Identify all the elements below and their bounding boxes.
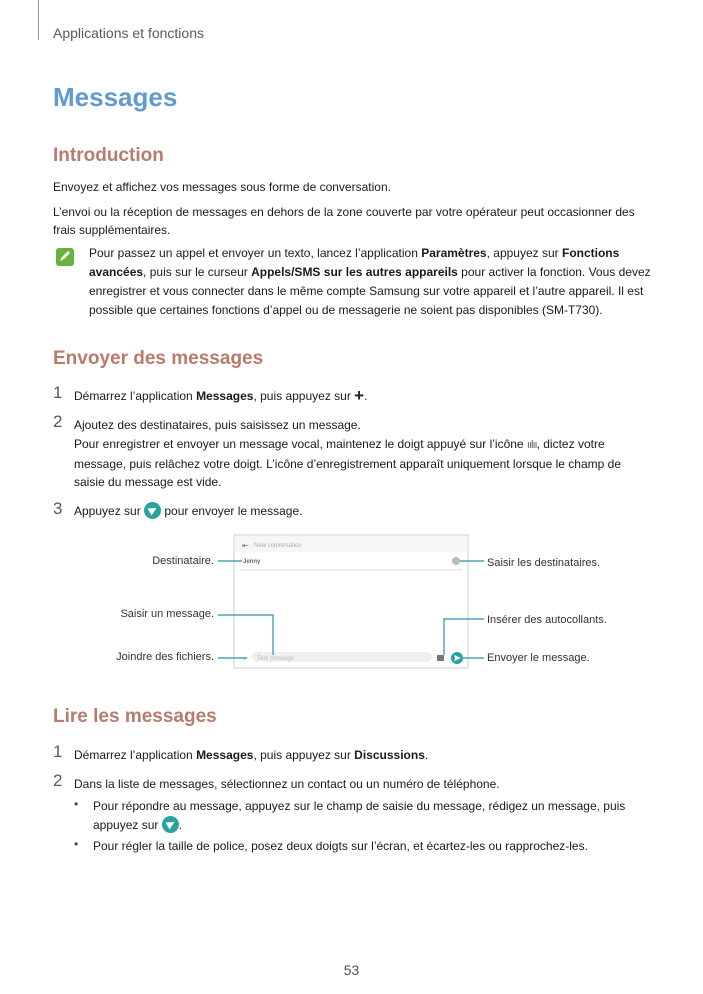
bullet-marker: • xyxy=(74,837,79,851)
send-step-3: Appuyez sur pour envoyer le message. xyxy=(74,504,303,518)
plus-icon: + xyxy=(354,386,365,405)
section-heading-introduction: Introduction xyxy=(53,145,164,166)
callout-enter-recipients: Saisir les destinataires. xyxy=(487,557,601,569)
intro-paragraph-1: Envoyez et affichez vos messages sous forme de conversation. xyxy=(53,180,391,194)
screen-title: New conversation xyxy=(254,543,302,549)
send-icon xyxy=(144,502,161,519)
send-step-2-detail: Pour enregistrer et envoyer un message vocal, maintenez le doigt appuyé sur l’icône ıılıı, dictez votre message, puis relâchez votre doigt. L’icône d’enregistrement apparaît uniquement lorsque le champ de saisie du message est vide. xyxy=(74,437,621,489)
read-bullet-2: Pour régler la taille de police, posez deux doigts sur l’écran, et écartez-les ou rapprochez-les. xyxy=(93,839,588,853)
send-icon xyxy=(162,816,179,833)
page-number: 53 xyxy=(343,962,360,978)
step-number: 2 xyxy=(53,412,63,431)
callout-stickers: Insérer des autocollants. xyxy=(487,614,607,626)
bullet-marker: • xyxy=(74,797,79,811)
running-header: Applications et fonctions xyxy=(53,25,204,41)
voice-record-icon: ıılıı xyxy=(526,439,537,451)
message-input-hint: Text message xyxy=(257,656,295,662)
callout-enter-message: Saisir un message. xyxy=(120,608,214,620)
step-number: 3 xyxy=(53,499,63,518)
send-step-2-line: Ajoutez des destinataires, puis saisissez un message. xyxy=(74,418,361,432)
device-screen xyxy=(234,535,468,668)
step-number: 2 xyxy=(53,771,63,790)
recipient-name: Jenny xyxy=(243,559,261,565)
read-bullet-1: Pour répondre au message, appuyez sur le champ de saisie du message, rédigez un message, puis appuyez sur . xyxy=(93,799,626,832)
callout-recipient: Destinataire. xyxy=(152,555,214,567)
add-recipient-icon xyxy=(452,557,460,565)
section-heading-send: Envoyer des messages xyxy=(53,348,264,369)
attach-icon: › xyxy=(243,654,246,663)
intro-paragraph-2: L’envoi ou la réception de messages en dehors de la zone couverte par votre opérateur peut occasionner des frais supplémentaires. xyxy=(53,205,635,237)
step-number: 1 xyxy=(53,383,63,402)
header-rule xyxy=(38,0,39,40)
callout-attach-files: Joindre des fichiers. xyxy=(116,651,214,663)
section-heading-read: Lire les messages xyxy=(53,706,217,727)
sticker-icon xyxy=(437,655,444,661)
send-step-1: Démarrez l’application Messages, puis appuyez sur +. xyxy=(74,386,368,405)
back-icon: ⇤ xyxy=(242,541,249,550)
callout-send-message: Envoyer le message. xyxy=(487,652,590,664)
read-step-1: Démarrez l’application Messages, puis appuyez sur Discussions. xyxy=(74,748,429,762)
note-icon xyxy=(55,247,75,267)
read-step-2: Dans la liste de messages, sélectionnez un contact ou un numéro de téléphone. xyxy=(74,777,500,791)
page-title: Messages xyxy=(53,82,178,112)
note-text: Pour passez un appel et envoyer un texto, lancez l’application Paramètres, appuyez sur Fonctions avancées, puis sur le curseur Appels/SMS sur les autres appareils pour activer la fonction. Vous devez enregistrer et vous connecter dans le même compte Samsung sur votre appareil et l’autre appareil. Il est possible que certaines fonctions d’appel ou de messagerie ne soient pas disponibles (SM-T730). xyxy=(89,246,651,317)
step-number: 1 xyxy=(53,742,63,761)
